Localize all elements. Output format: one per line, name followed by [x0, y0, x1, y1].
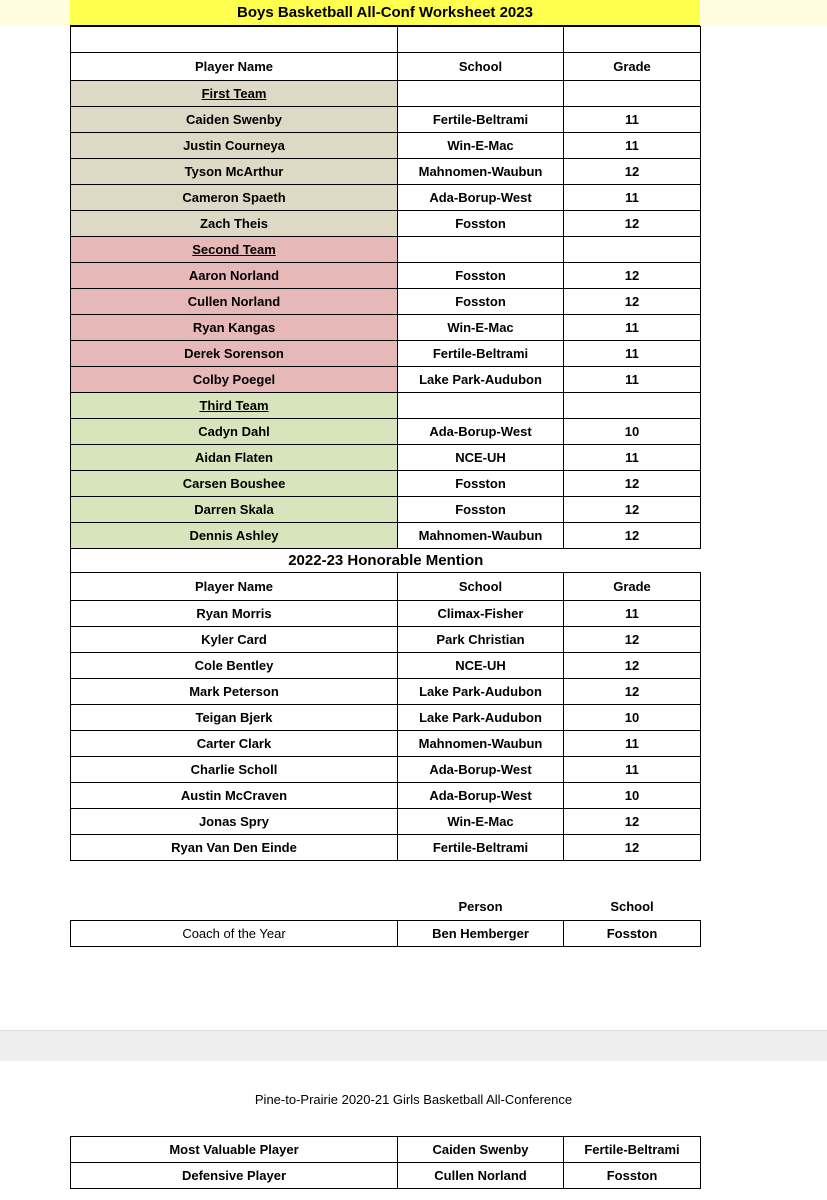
table-row [71, 315, 701, 341]
player-school: Ada-Borup-West [398, 783, 564, 809]
player-grade: 11 [564, 445, 701, 471]
third-team-label: Third Team [71, 393, 398, 419]
player-school: Ada-Borup-West [398, 185, 564, 211]
coach-school: Fosston [564, 920, 701, 946]
table-row [71, 783, 701, 809]
player-school: Ada-Borup-West [398, 419, 564, 445]
player-grade: 11 [564, 315, 701, 341]
player-grade: 12 [564, 679, 701, 705]
coach-label: Coach of the Year [71, 920, 398, 946]
player-name: Cameron Spaeth [71, 185, 398, 211]
title-edge-right [700, 0, 827, 26]
player-school: Fosston [398, 497, 564, 523]
player-name: Kyler Card [71, 627, 398, 653]
section-row-third-team [71, 393, 701, 419]
player-name: Mark Peterson [71, 679, 398, 705]
player-grade: 11 [564, 133, 701, 159]
player-name: Aaron Norland [71, 263, 398, 289]
header-player: Player Name [71, 53, 398, 81]
player-name: Ryan Kangas [71, 315, 398, 341]
player-name: Caiden Swenby [71, 107, 398, 133]
player-name: Cullen Norland [71, 289, 398, 315]
player-school: Ada-Borup-West [398, 757, 564, 783]
table-row [71, 289, 701, 315]
player-name: Dennis Ashley [71, 523, 398, 549]
player-grade: 12 [564, 471, 701, 497]
player-name: Jonas Spry [71, 809, 398, 835]
player-grade: 11 [564, 367, 701, 393]
player-grade: 11 [564, 185, 701, 211]
player-school: Fertile-Beltrami [398, 107, 564, 133]
player-name: Cadyn Dahl [71, 419, 398, 445]
player-grade: 11 [564, 107, 701, 133]
player-grade: 12 [564, 627, 701, 653]
honorable-mention-heading-row [71, 549, 701, 573]
player-school: Fosston [398, 263, 564, 289]
award-name: Defensive Player [71, 1163, 398, 1189]
player-grade: 12 [564, 497, 701, 523]
player-grade: 12 [564, 289, 701, 315]
header-school: School [398, 53, 564, 81]
hm-header-player: Player Name [71, 573, 398, 601]
player-school: Mahnomen-Waubun [398, 159, 564, 185]
player-grade: 12 [564, 653, 701, 679]
player-name: Tyson McArthur [71, 159, 398, 185]
award-school: Fertile-Beltrami [564, 1137, 701, 1163]
award-school: Fosston [564, 1163, 701, 1189]
player-school: Fosston [398, 289, 564, 315]
table-row [71, 731, 701, 757]
girls-title: Pine-to-Prairie 2020-21 Girls Basketball All-Conference [254, 1092, 573, 1107]
player-school: Lake Park-Audubon [398, 367, 564, 393]
player-name: Carter Clark [71, 731, 398, 757]
player-grade: 10 [564, 705, 701, 731]
table-row [71, 653, 701, 679]
table-row [71, 497, 701, 523]
player-school: Park Christian [398, 627, 564, 653]
table-row [71, 211, 701, 237]
player-grade: 10 [564, 419, 701, 445]
player-name: Ryan Morris [71, 601, 398, 627]
honorable-header-row [71, 573, 701, 601]
award-player: Cullen Norland [398, 1163, 564, 1189]
player-grade: 12 [564, 211, 701, 237]
player-school: Climax-Fisher [398, 601, 564, 627]
table-row [71, 419, 701, 445]
section-row-second-team [71, 237, 701, 263]
player-name: Teigan Bjerk [71, 705, 398, 731]
player-school: NCE-UH [398, 445, 564, 471]
table-row [71, 159, 701, 185]
page-separator [0, 1030, 827, 1061]
hm-header-school: School [398, 573, 564, 601]
table-row [71, 107, 701, 133]
player-school: Win-E-Mac [398, 809, 564, 835]
player-school: Fosston [398, 471, 564, 497]
player-name: Colby Poegel [71, 367, 398, 393]
table-row [71, 627, 701, 653]
table-row [71, 367, 701, 393]
player-grade: 12 [564, 159, 701, 185]
player-school: Fertile-Beltrami [398, 835, 564, 861]
player-name: Austin McCraven [71, 783, 398, 809]
coach-school-header: School [610, 899, 654, 915]
header-row [71, 53, 701, 81]
table-row [71, 835, 701, 861]
player-grade: 12 [564, 523, 701, 549]
table-row [71, 341, 701, 367]
coach-of-year-table [70, 894, 701, 947]
worksheet-title: Boys Basketball All-Conf Worksheet 2023 [70, 0, 700, 26]
award-row [71, 1137, 701, 1163]
table-row [71, 523, 701, 549]
player-grade: 10 [564, 783, 701, 809]
player-school: Lake Park-Audubon [398, 679, 564, 705]
player-name: Ryan Van Den Einde [71, 835, 398, 861]
player-grade: 11 [564, 731, 701, 757]
player-grade: 12 [564, 263, 701, 289]
table-row [71, 679, 701, 705]
table-row [71, 601, 701, 627]
player-name: Justin Courneya [71, 133, 398, 159]
coach-person: Ben Hemberger [398, 920, 564, 946]
girls-awards-table [70, 1136, 701, 1189]
hm-header-grade: Grade [564, 573, 701, 601]
player-grade: 12 [564, 835, 701, 861]
player-name: Cole Bentley [71, 653, 398, 679]
award-name: Most Valuable Player [71, 1137, 398, 1163]
table-row [71, 757, 701, 783]
player-name: Derek Sorenson [71, 341, 398, 367]
blank-row [71, 27, 701, 53]
all-conference-table [70, 26, 701, 861]
player-school: NCE-UH [398, 653, 564, 679]
player-name: Zach Theis [71, 211, 398, 237]
player-name: Carsen Boushee [71, 471, 398, 497]
section-row-first-team [71, 81, 701, 107]
player-name: Darren Skala [71, 497, 398, 523]
first-team-label: First Team [71, 81, 398, 107]
award-player: Caiden Swenby [398, 1137, 564, 1163]
title-edge-left [0, 0, 70, 26]
coach-header-row [71, 894, 701, 920]
player-school: Lake Park-Audubon [398, 705, 564, 731]
coach-row [71, 920, 701, 946]
player-grade: 11 [564, 601, 701, 627]
table-row [71, 133, 701, 159]
header-grade: Grade [564, 53, 701, 81]
player-school: Fertile-Beltrami [398, 341, 564, 367]
table-row [71, 471, 701, 497]
second-team-label: Second Team [71, 237, 398, 263]
honorable-mention-heading: 2022-23 Honorable Mention [71, 549, 701, 573]
player-name: Charlie Scholl [71, 757, 398, 783]
table-row [71, 705, 701, 731]
player-name: Aidan Flaten [71, 445, 398, 471]
player-school: Mahnomen-Waubun [398, 731, 564, 757]
player-school: Win-E-Mac [398, 315, 564, 341]
player-school: Fosston [398, 211, 564, 237]
coach-person-header: Person [458, 899, 503, 915]
table-row [71, 185, 701, 211]
player-school: Win-E-Mac [398, 133, 564, 159]
player-grade: 12 [564, 809, 701, 835]
player-grade: 11 [564, 341, 701, 367]
player-grade: 11 [564, 757, 701, 783]
table-row [71, 809, 701, 835]
player-school: Mahnomen-Waubun [398, 523, 564, 549]
table-row [71, 263, 701, 289]
table-row [71, 445, 701, 471]
award-row [71, 1163, 701, 1189]
